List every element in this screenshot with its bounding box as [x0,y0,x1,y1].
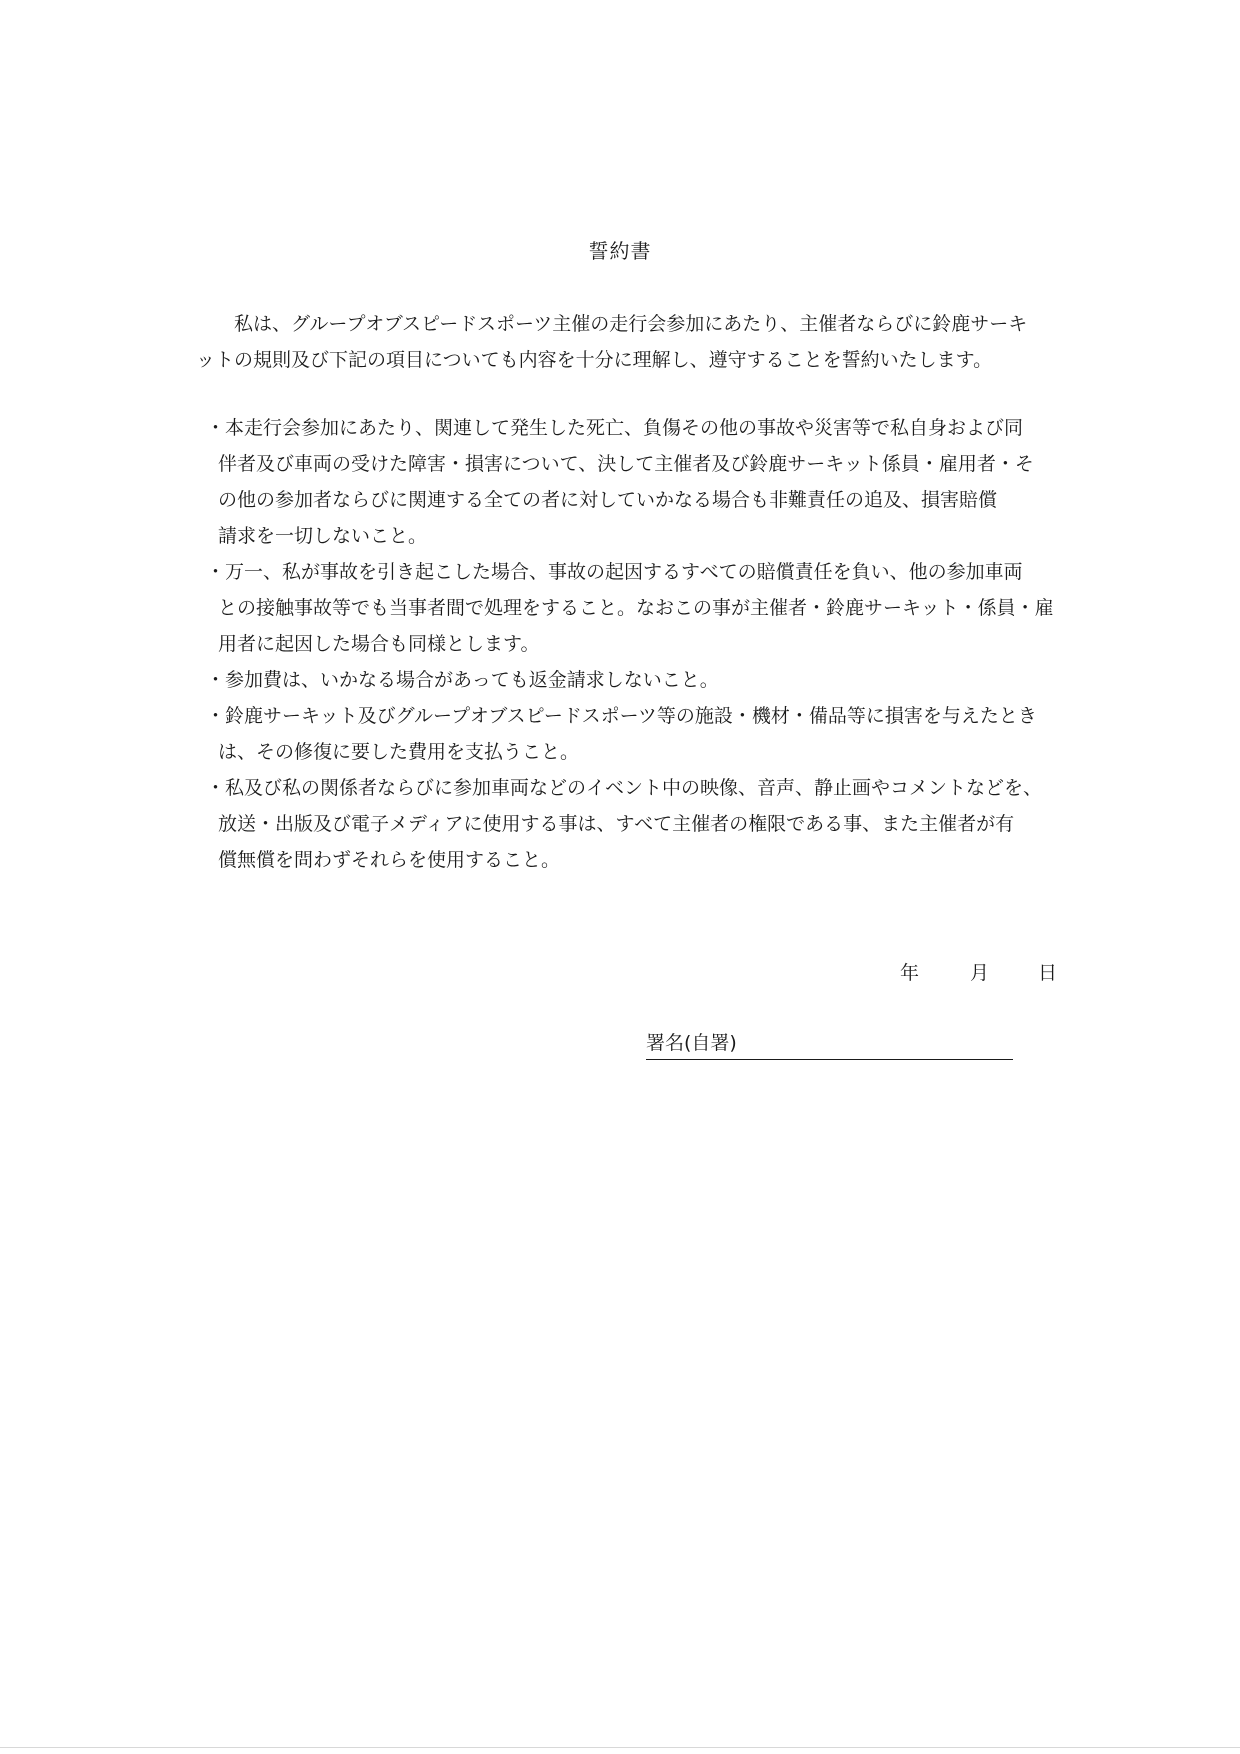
clause-line: ・私及び私の関係者ならびに参加車両などのイベント中の映像、音声、静止画やコメントなどを、 [206,777,1043,799]
clause-line: の他の参加者ならびに関連する全ての者に対していかなる場合も非難責任の追及、損害賠償 [218,489,998,511]
scan-edge-line [0,1747,1240,1748]
clause-line: 請求を一切しないこと。 [218,525,428,547]
clause-item [206,662,1066,698]
signature-line [646,1028,1013,1060]
clause-line: ・万一、私が事故を引き起こした場合、事故の起因するすべての賠償責任を負い、他の参加車両 [206,561,1023,583]
document-title: 誓約書 [588,239,652,263]
clause-line: 放送・出版及び電子メディアに使用する事は、すべて主催者の権限である事、また主催者が有 [218,813,1015,835]
clause-item [206,554,1066,662]
intro-paragraph [196,306,1066,378]
clause-line: 伴者及び車両の受けた障害・損害について、決して主催者及び鈴鹿サーキット係員・雇用者・そ [218,453,1034,475]
signature-blank [737,1029,1013,1060]
year-label: 年 [900,962,920,984]
clause-item [206,770,1066,878]
intro-line: 私は、グループオブスピードスポーツ主催の走行会参加にあたり、主催者ならびに鈴鹿サーキ [234,313,1028,335]
clause-line: 用者に起因した場合も同様とします。 [218,633,540,655]
clause-line: 償無償を問わずそれらを使用すること。 [218,849,561,871]
clause-item [206,410,1066,554]
clause-line: ・本走行会参加にあたり、関連して発生した死亡、負傷その他の事故や災害等で私自身および同 [206,417,1024,439]
intro-line: ットの規則及び下記の項目についても内容を十分に理解し、遵守することを誓約いたします。 [196,349,993,371]
clause-line: は、その修復に要した費用を支払うこと。 [218,741,580,763]
signature-label: 署名(自署) [646,1028,737,1060]
clause-line: ・参加費は、いかなる場合があっても返金請求しないこと。 [206,669,719,691]
month-label: 月 [970,962,990,984]
clause-line: ・鈴鹿サーキット及びグループオブスピードスポーツ等の施設・機材・備品等に損害を与えたとき [206,705,1037,727]
clause-item [206,698,1066,770]
day-label: 日 [1038,962,1058,984]
clause-list [206,410,1066,878]
clause-line: との接触事故等でも当事者間で処理をすること。なおこの事が主催者・鈴鹿サーキット・係員・雇 [218,597,1054,619]
